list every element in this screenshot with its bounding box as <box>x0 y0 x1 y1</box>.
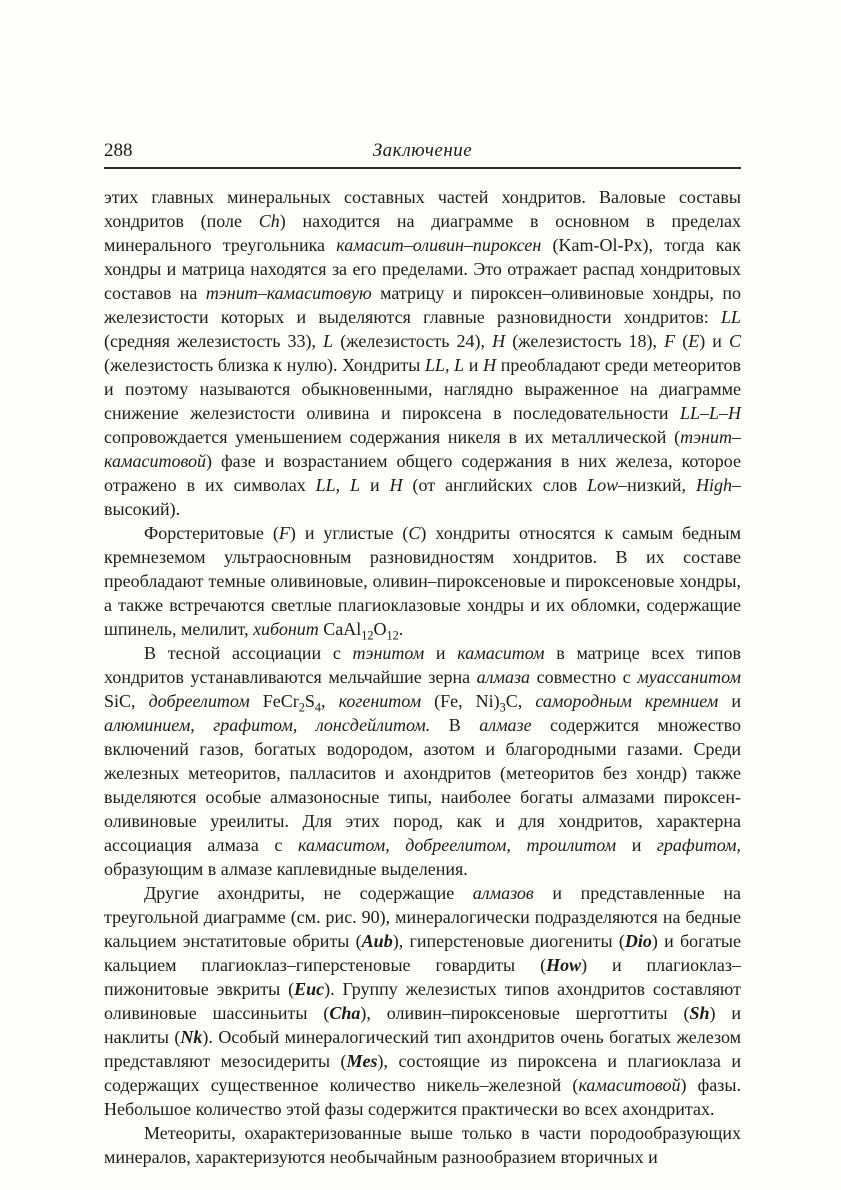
paragraph: Форстеритовые (F) и углистые (C) хондриты относятся к самым бедным кремнеземом ультраосновным разновидностям хондритов. В их составе преобладают темные оливиновые, оливин–пироксеновые и пироксеновые хондры, а также встречаются светлые плагиоклазовые хондры и их обломки, содержащие шпинель, мелилит, хибонит $CaAl_{12}O_{12}$. <box>104 523 742 643</box>
paragraph: Другие ахондриты, не содержащие алмазов и представленные на треугольной диаграмме (см. рис. 90), минералогически подразделяются на бедные кальцием энстатитовые обриты (Aub), гиперстеновые диогениты (Dio) и богатые кальцием плагиоклаз–гиперстеновые говардиты (How) и плагиоклаз–пижонитовые эвкриты (Euc). Группу железистых типов ахондритов составляют оливиновые шассиньиты (Cha), оливин–пироксеновые шерготтиты (Sh) и наклиты (Nk). Особый минералогический тип ахондритов очень богатых железом представляют мезосидериты (Mes), состоящие из пироксена и плагиоклаза и содержащих существенное количество никель–железной (камаситовой) фазы. Небольшое количество этой фазы содержится практически во всех ахондритах. <box>104 883 742 1119</box>
paragraph: Метеориты, охарактеризованные выше только в части породообразующих минералов, характеризуются необычайным разнообразием вторичных и <box>104 1123 741 1167</box>
paragraph: В тесной ассоциации с тэнитом и камаситом в матрице всех типов хондритов устанавливаются мельчайшие зерна алмаза совместно с муассанитом SiC, добреелитом $FeCr_2S_4$, когенитом (Fe, $Ni)_3C$, самородным кремнием и алюминием, графитом, лонсдейлитом. В алмазе содержится множество включений газов, богатых водородом, азотом и благородными газами. Среди железных метеоритов, палласитов и ахондритов (метеоритов без хондр) также выделяются особые алмазоносные типы, наиболее богаты алмазами пироксен-оливиновые уреилиты. Для этих пород, как и для хондритов, характерна ассоциация алмаза с камаситом, добреелитом, троилитом и графитом, образующим в алмазе каплевидные выделения. <box>104 643 742 879</box>
page-header <box>104 138 741 164</box>
page-number: 288 <box>104 140 133 161</box>
paragraph: этих главных минеральных составных частей хондритов. Валовые составы хондритов (поле Ch) находится на диаграмме в основном в пределах минерального треугольника камасит–оливин–пироксен (Kam-Ol-Px), тогда как хондры и матрица находятся за его пределами. Это отражает распад хондритовых составов на тэнит–камаситовую матрицу и пироксен–оливиновые хондры, по железистости которых и выделяются главные разновидности хондритов: LL (средняя железистость 33), L (железистость 24), H (железистость 18), F (E) и C (железистость близка к нулю). Хондриты LL, L и H преобладают среди метеоритов и поэтому называются обыкновенными, наглядно выраженное на диаграмме снижение железистости оливина и пироксена в последовательности LL–L–H сопровождается уменьшением содержания никеля в их металлической (тэнит–камаситовой) фазе и возрастанием общего содержания в них железа, которое отражено в их символах LL, L и H (от английских слов Low–низкий, High–высокий). <box>104 187 742 519</box>
body-text <box>104 185 741 1169</box>
header-rule <box>104 167 741 169</box>
running-title: Заключение <box>372 140 473 161</box>
